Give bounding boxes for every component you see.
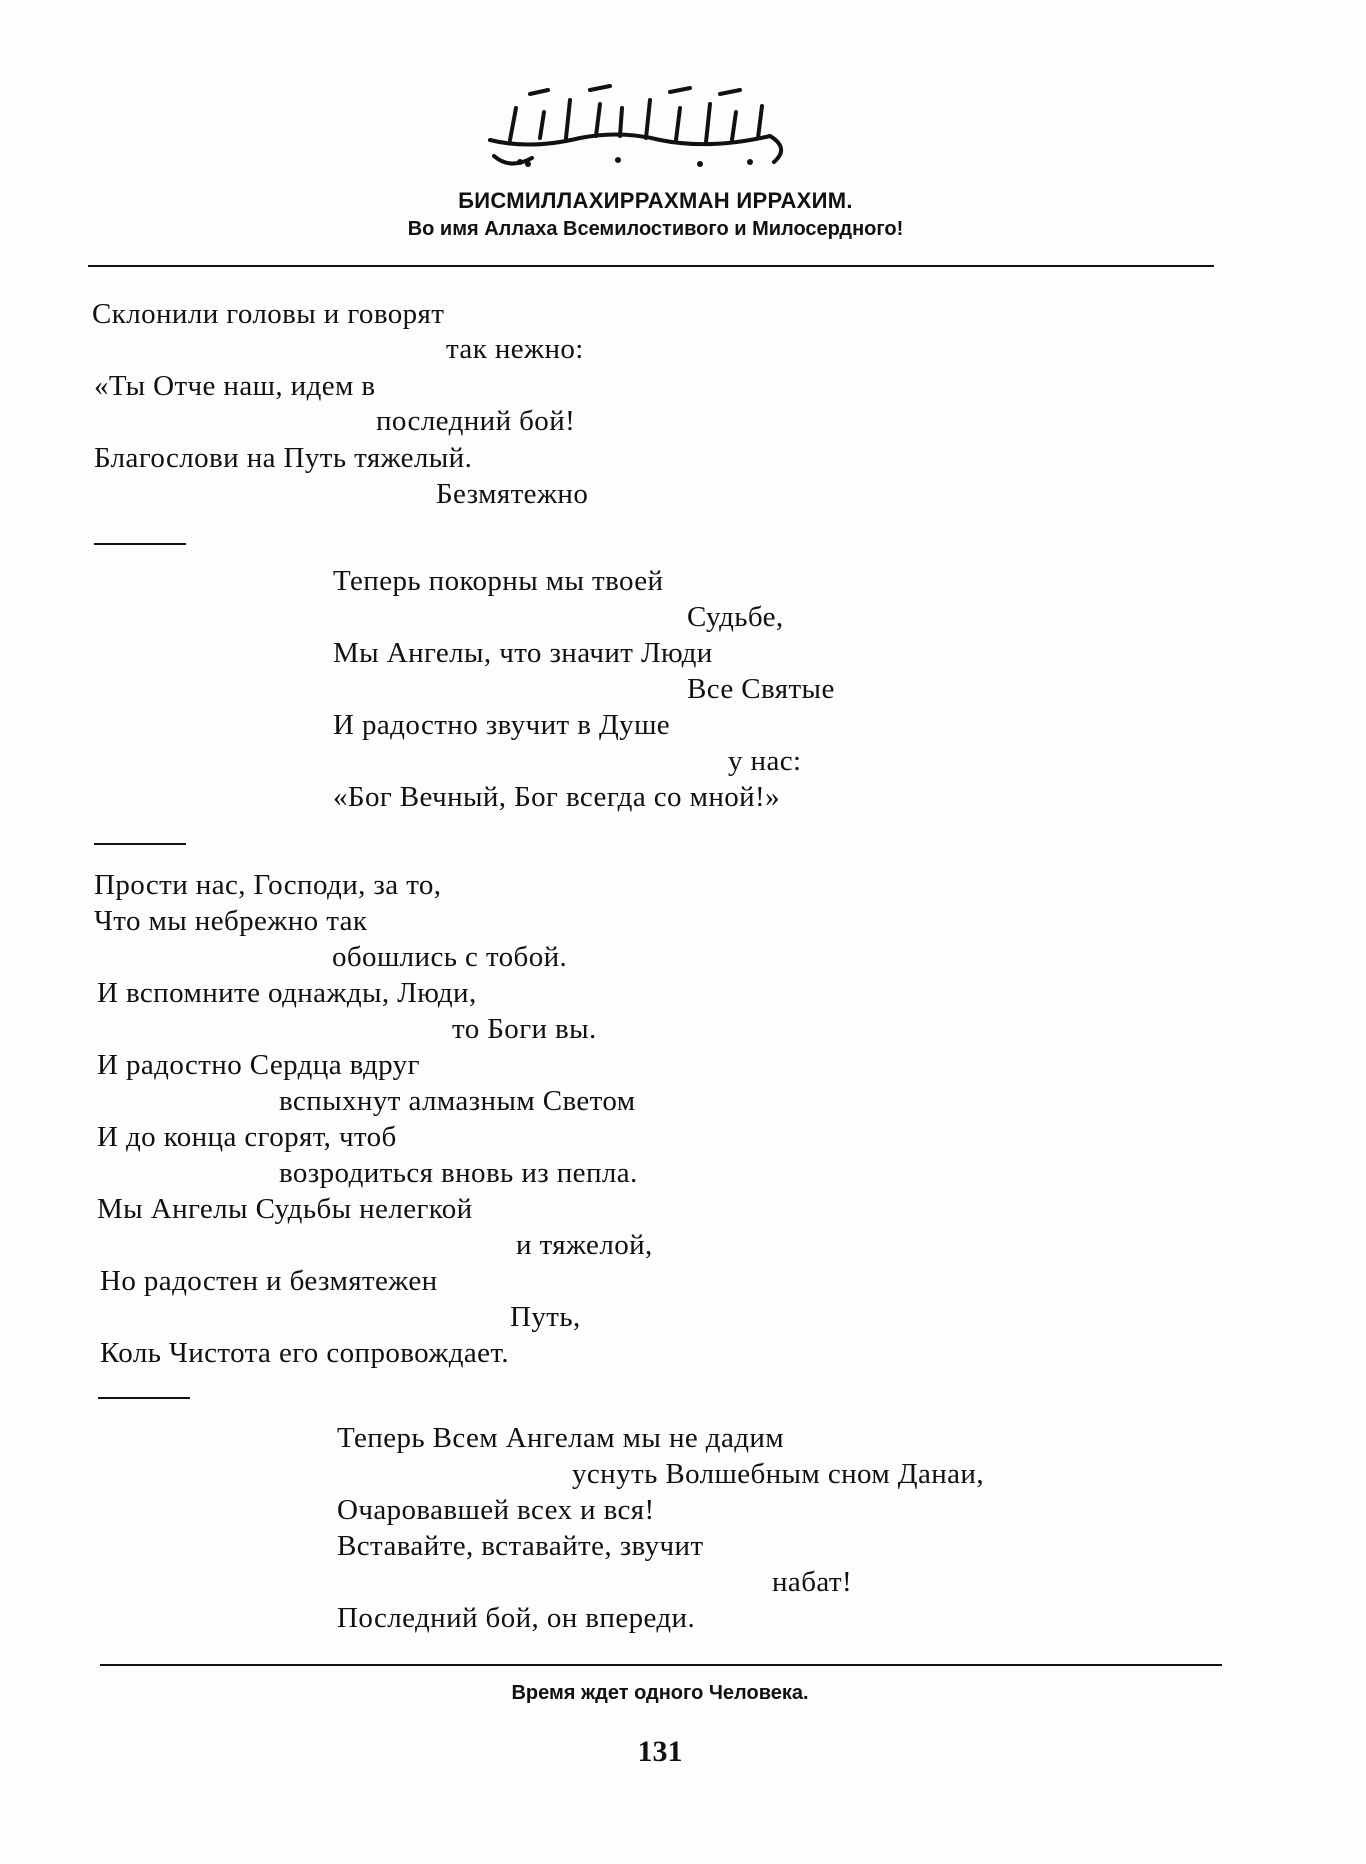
poem-line: Мы Ангелы, что значит Люди	[333, 637, 713, 669]
poem-line: то Боги вы.	[452, 1013, 597, 1045]
poem-line: возродиться вновь из пепла.	[279, 1157, 638, 1189]
stanza-separator	[94, 543, 186, 545]
stanza-separator	[98, 1397, 190, 1399]
footer-divider	[100, 1664, 1222, 1666]
stanza-separator	[94, 843, 186, 845]
poem-line: и тяжелой,	[516, 1229, 653, 1261]
poem-line: Очаровавшей всех и вся!	[337, 1494, 655, 1526]
poem-line: Безмятежно	[436, 478, 589, 510]
poem-line: Что мы небрежно так	[94, 905, 368, 937]
poem-line: набат!	[772, 1566, 852, 1598]
poem-line: Судьбе,	[687, 601, 784, 633]
poem-line: Склонили головы и говорят	[92, 298, 445, 330]
poem-line: последний бой!	[376, 405, 576, 437]
header-transliteration: БИСМИЛЛАХИРРАХМАН ИРРАХИМ.	[458, 188, 853, 213]
header-divider	[88, 265, 1214, 267]
poem-line: обошлись с тобой.	[332, 941, 568, 973]
poem-line: Теперь Всем Ангелам мы не дадим	[337, 1422, 785, 1454]
poem-line: И радостно звучит в Душе	[333, 709, 671, 741]
poem-line: И вспомните однажды, Люди,	[97, 977, 477, 1009]
poem-line: Мы Ангелы Судьбы нелегкой	[97, 1193, 473, 1225]
poem-line: Последний бой, он впереди.	[337, 1602, 696, 1634]
header-translation: Во имя Аллаха Всемилостивого и Милосердного!	[407, 218, 904, 240]
poem-line: Благослови на Путь тяжелый.	[94, 442, 473, 474]
poem-line: Прости нас, Господи, за то,	[94, 869, 442, 901]
poem-line: Путь,	[510, 1301, 581, 1333]
poem-line: так нежно:	[446, 333, 584, 365]
poem-line: Теперь покорны мы твоей	[333, 565, 664, 597]
bismillah-calligraphy	[470, 78, 830, 178]
poem-line: Вставайте, вставайте, звучит	[337, 1530, 704, 1562]
poem-line: «Бог Вечный, Бог всегда со мной!»	[333, 781, 781, 813]
poem-line: Коль Чистота его сопровождает.	[100, 1337, 509, 1369]
poem-line: Все Святые	[687, 673, 835, 705]
poem-line: «Ты Отче наш, идем в	[94, 370, 376, 402]
poem-line: И радостно Сердца вдруг	[97, 1049, 420, 1081]
calligraphy-icon	[470, 78, 830, 178]
poem-line: Но радостен и безмятежен	[100, 1265, 438, 1297]
poem-line: И до конца сгорят, чтоб	[97, 1121, 397, 1153]
poem-line: уснуть Волшебным сном Данаи,	[572, 1458, 984, 1490]
poem-line: у нас:	[728, 745, 802, 777]
page-number: 131	[637, 1735, 683, 1768]
poem-line: вспыхнут алмазным Светом	[279, 1085, 636, 1117]
footer-motto: Время ждет одного Человека.	[511, 1682, 809, 1704]
